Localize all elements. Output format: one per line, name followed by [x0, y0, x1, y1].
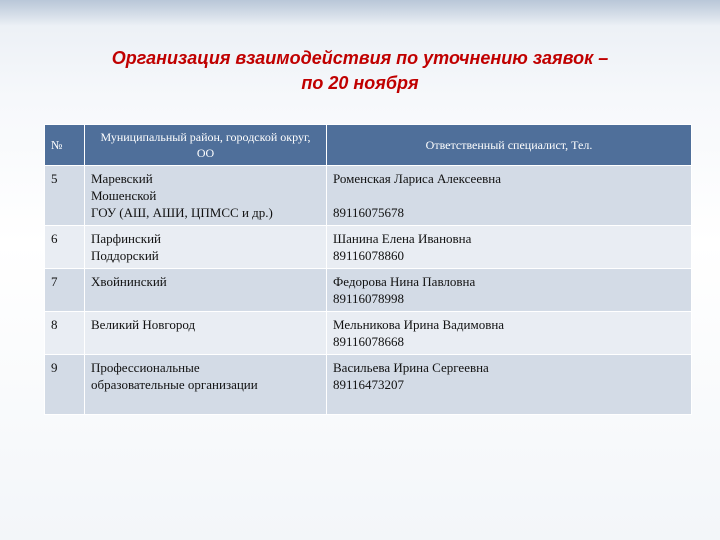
district-cell [85, 312, 327, 355]
contact-cell [327, 355, 692, 415]
district-line: Поддорский [91, 248, 159, 263]
district-cell [85, 226, 327, 269]
decorative-band [0, 0, 720, 26]
contact-cell [327, 226, 692, 269]
contact-cell [327, 269, 692, 312]
district-line: образовательные организации [91, 377, 258, 392]
district-line: Маревский [91, 171, 153, 186]
specialist-name: Роменская Лариса Алексеевна [333, 171, 501, 186]
table-header-row [45, 125, 692, 166]
phone-number: 89116078668 [333, 334, 405, 349]
district-line: Профессиональные [91, 360, 200, 375]
table-row [45, 312, 692, 355]
district-cell [85, 269, 327, 312]
cell-spacer [333, 187, 685, 204]
district-line: Великий Новгород [91, 317, 196, 332]
district-line: Парфинский [91, 231, 161, 246]
table-row [45, 355, 692, 415]
phone-number: 89116078860 [333, 248, 405, 263]
phone-number: 89116078998 [333, 291, 405, 306]
header-contact: Ответственный специалист, Тел. [327, 125, 692, 166]
table-row [45, 166, 692, 226]
district-line: Мошенской [91, 188, 157, 203]
table-row [45, 269, 692, 312]
header-district: Муниципальный район, городской округ, ОО [85, 125, 327, 166]
phone-number: 89116075678 [333, 205, 405, 220]
district-cell [85, 355, 327, 415]
district-cell [85, 166, 327, 226]
phone-number: 89116473207 [333, 377, 405, 392]
district-line: ГОУ (АШ, АШИ, ЦПМСС и др.) [91, 205, 273, 220]
district-line: Хвойнинский [91, 274, 167, 289]
row-number: 6 [45, 226, 85, 269]
specialist-name: Шанина Елена Ивановна [333, 231, 472, 246]
cell-spacer [333, 393, 685, 410]
row-number: 8 [45, 312, 85, 355]
row-number: 9 [45, 355, 85, 415]
contact-cell [327, 312, 692, 355]
specialist-name: Мельникова Ирина Вадимовна [333, 317, 505, 332]
header-number: № [45, 125, 85, 166]
table-row [45, 226, 692, 269]
contact-cell [327, 166, 692, 226]
slide-title [40, 46, 680, 96]
title-line-2: по 20 ноября [301, 73, 419, 93]
row-number: 7 [45, 269, 85, 312]
specialist-name: Федорова Нина Павловна [333, 274, 476, 289]
contacts-table [44, 124, 692, 415]
row-number: 5 [45, 166, 85, 226]
specialist-name: Васильева Ирина Сергеевна [333, 360, 489, 375]
title-line-1: Организация взаимодействия по уточнению заявок – [111, 48, 609, 68]
